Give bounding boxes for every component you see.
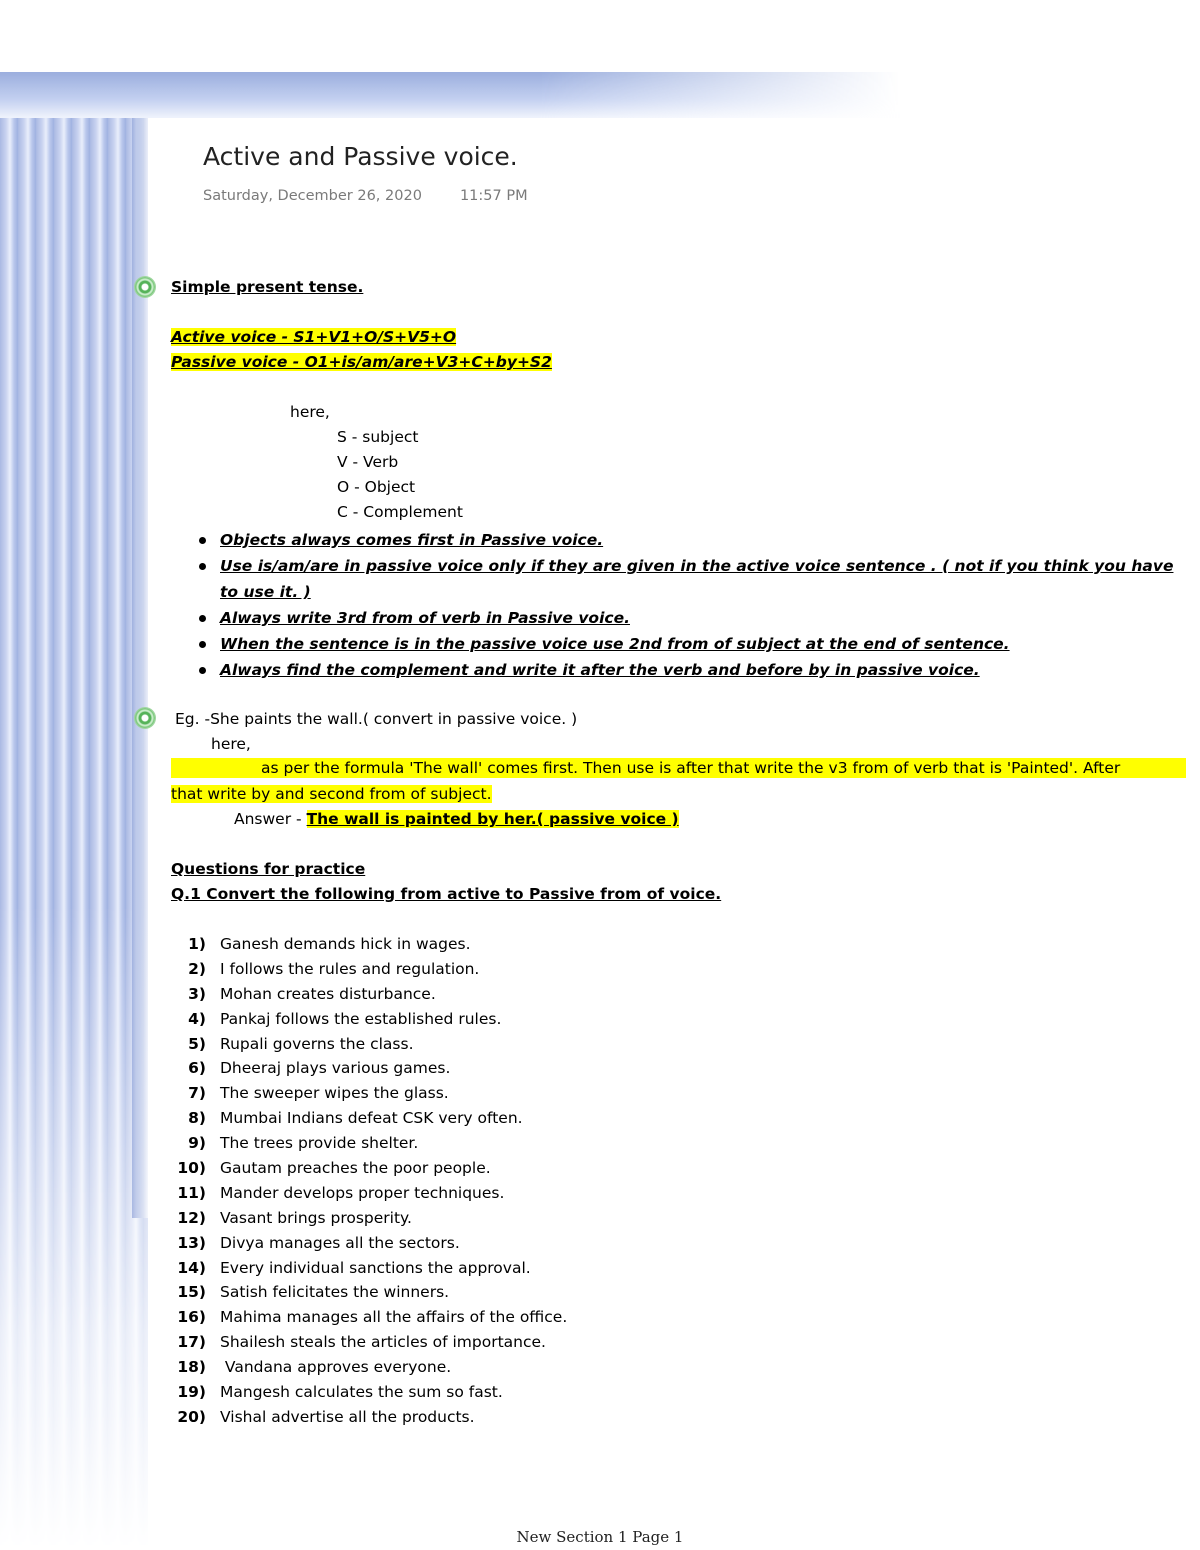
list-item: 19) Mangesh calculates the sum so fast. [177, 1383, 503, 1402]
page-date: Saturday, December 26, 2020 [203, 188, 422, 204]
list-item: 4) Pankaj follows the established rules. [188, 1009, 502, 1028]
legend-item-object: O - Object [337, 478, 416, 496]
list-item: 2) I follows the rules and regulation. [188, 959, 480, 978]
rule-item: When the sentence is in the passive voice use 2nd from of subject at the end of sentence. [196, 631, 1173, 657]
example-here: here, [211, 735, 251, 753]
legend-intro: here, [290, 403, 330, 421]
list-item: 15) Satish felicitates the winners. [177, 1283, 450, 1302]
page-time: 11:57 PM [459, 188, 528, 204]
example-sentence: Eg. -She paints the wall.( convert in passive voice. ) [175, 710, 578, 728]
list-item: 3) Mohan creates disturbance. [188, 984, 436, 1003]
answer-text: The wall is painted by her.( passive voice ) [306, 810, 679, 828]
rule-item: Use is/am/are in passive voice only if they are given in the active voice sentence . ( not if you think you have [196, 553, 1173, 579]
outline-bullet-icon [135, 277, 155, 297]
legend-item-subject: S - subject [337, 428, 419, 446]
page-footer: New Section 1 Page 1 [516, 1528, 684, 1546]
list-item: 18) Vandana approves everyone. [177, 1358, 452, 1377]
example-answer-row [234, 809, 679, 829]
rule-item: Always find the complement and write it after the verb and before by in passive voice. [196, 657, 1173, 683]
practice-heading: Questions for practice [171, 860, 366, 878]
active-formula: Active voice - S1+V1+O/S+V5+O [171, 328, 457, 346]
list-item: 9) The trees provide shelter. [188, 1134, 419, 1153]
list-item: 11) Mander develops proper techniques. [177, 1183, 505, 1202]
rule-item: Always write 3rd from of verb in Passive voice. [196, 605, 1173, 631]
example-explanation-1: as per the formula 'The wall' comes first. Then use is after that write the v3 from of verb that is 'Painted'. After [171, 758, 1186, 778]
list-item: 1) Ganesh demands hick in wages. [188, 935, 471, 953]
practice-question: Q.1 Convert the following from active to Passive from of voice. [171, 885, 722, 903]
list-item: 5) Rupali governs the class. [188, 1034, 414, 1053]
answer-label: Answer - [234, 810, 302, 828]
list-item: 10) Gautam preaches the poor people. [177, 1159, 491, 1178]
list-item: 14) Every individual sanctions the approval. [177, 1258, 531, 1277]
page-title: Active and Passive voice. [203, 142, 518, 171]
list-item: 20) Vishal advertise all the products. [177, 1407, 475, 1426]
list-item: 6) Dheeraj plays various games. [188, 1059, 451, 1078]
list-item: 12) Vasant brings prosperity. [177, 1208, 412, 1227]
list-item: 8) Mumbai Indians defeat CSK very often. [188, 1109, 523, 1128]
page-timestamp [203, 188, 528, 204]
rules-list [196, 527, 1173, 683]
practice-list [160, 932, 567, 1430]
legend-item-complement: C - Complement [337, 503, 463, 521]
list-item: 17) Shailesh steals the articles of importance. [177, 1333, 546, 1352]
section-heading: Simple present tense. [171, 278, 364, 296]
header-decoration-bar [0, 72, 900, 118]
sidebar-decoration-bar [0, 118, 148, 1550]
rule-item-continuation: to use it. ) [220, 583, 311, 601]
list-item: 16) Mahima manages all the affairs of the office. [177, 1308, 568, 1327]
list-item: 7) The sweeper wipes the glass. [188, 1084, 449, 1103]
outline-bullet-icon [135, 708, 155, 728]
list-item: 13) Divya manages all the sectors. [177, 1233, 460, 1252]
example-explanation-2: that write by and second from of subject. [171, 785, 492, 803]
legend-item-verb: V - Verb [337, 453, 399, 471]
passive-formula: Passive voice - O1+is/am/are+V3+C+by+S2 [171, 353, 552, 371]
rule-item: Objects always comes first in Passive voice. [196, 527, 1173, 553]
